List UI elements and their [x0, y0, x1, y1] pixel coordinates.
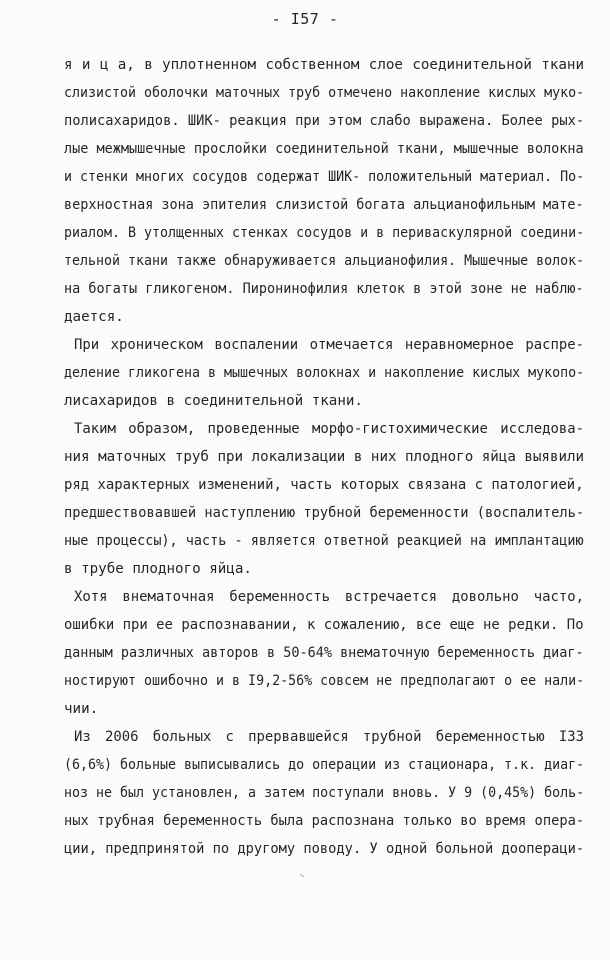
paragraph-first-line: Из 2006 больных с прервавшейся трубной беременностью I33 — [74, 729, 585, 745]
text-line: полисахаридов. ШИК- реакция при этом слабо выражена. Более рых- — [64, 113, 585, 129]
text-line: ния маточных труб при локализации в них плодного яйца выявили — [64, 449, 585, 465]
text-line: лисахаридов в соединительной ткани. — [64, 393, 363, 409]
text-line: лые межмышечные прослойки соединительной ткани, мышечные волокна — [64, 141, 584, 157]
text-line: в трубе плодного яйца. — [64, 561, 252, 577]
text-line: предшествовавшей наступлению трубной беременности (воспалитель- — [64, 505, 585, 521]
text-line: (6,6%) больные выписывались до операции из стационара, т.к. диаг- — [64, 757, 585, 773]
text-line: верхностная зона эпителия слизистой богата альцианофильным мате- — [64, 197, 584, 213]
text-line: ные процессы), часть - является ответной реакцией на имплантацию — [64, 533, 584, 549]
text-line: деление гликогена в мышечных волокнах и накопление кислых мукопо- — [64, 365, 585, 381]
paragraph-first-line: Таким образом, проведенные морфо-гистохимические исследова- — [74, 421, 585, 437]
text-line: риалом. В утолщенных стенках сосудов и в периваскулярной соедини- — [64, 225, 585, 241]
paragraph-first-line: При хроническом воспалении отмечается неравномерное распре- — [74, 337, 585, 353]
text-line: ных трубная беременность была распознана только во время опера- — [64, 813, 585, 829]
text-line: ностируют ошибочно и в I9,2-56% совсем не предполагают о ее нали- — [64, 673, 585, 689]
text-line: ошибки при ее распознавании, к сожалению, все еще не редки. По — [64, 617, 584, 633]
text-line: я и ц а, в уплотненном собственном слое соединительной ткани — [64, 57, 584, 73]
text-line: ции, предпринятой по другому поводу. У одной больной доопераци- — [64, 841, 585, 857]
page-number: - I57 - — [271, 10, 339, 28]
paragraph-first-line: Хотя внематочная беременность встречается довольно часто, — [74, 589, 585, 605]
text-line: тельной ткани также обнаруживается альцианофилия. Мышечные волок- — [64, 253, 585, 269]
text-line: и стенки многих сосудов содержат ШИК- положительный материал. По- — [64, 169, 585, 185]
text-line: ноз не был установлен, а затем поступали вновь. У 9 (0,45%) боль- — [64, 785, 585, 801]
scan-speck — [300, 874, 304, 877]
text-line: ряд характерных изменений, часть которых связана с патологией, — [64, 477, 584, 493]
text-line: на богаты гликогеном. Пиронинофилия клеток в этой зоне не наблю- — [64, 281, 584, 297]
text-line: данным различных авторов в 50-64% внематочную беременность диаг- — [64, 645, 584, 661]
text-line: чии. — [64, 701, 99, 717]
text-line: дается. — [64, 309, 124, 325]
text-line: слизистой оболочки маточных труб отмечено накопление кислых муко- — [64, 85, 585, 101]
